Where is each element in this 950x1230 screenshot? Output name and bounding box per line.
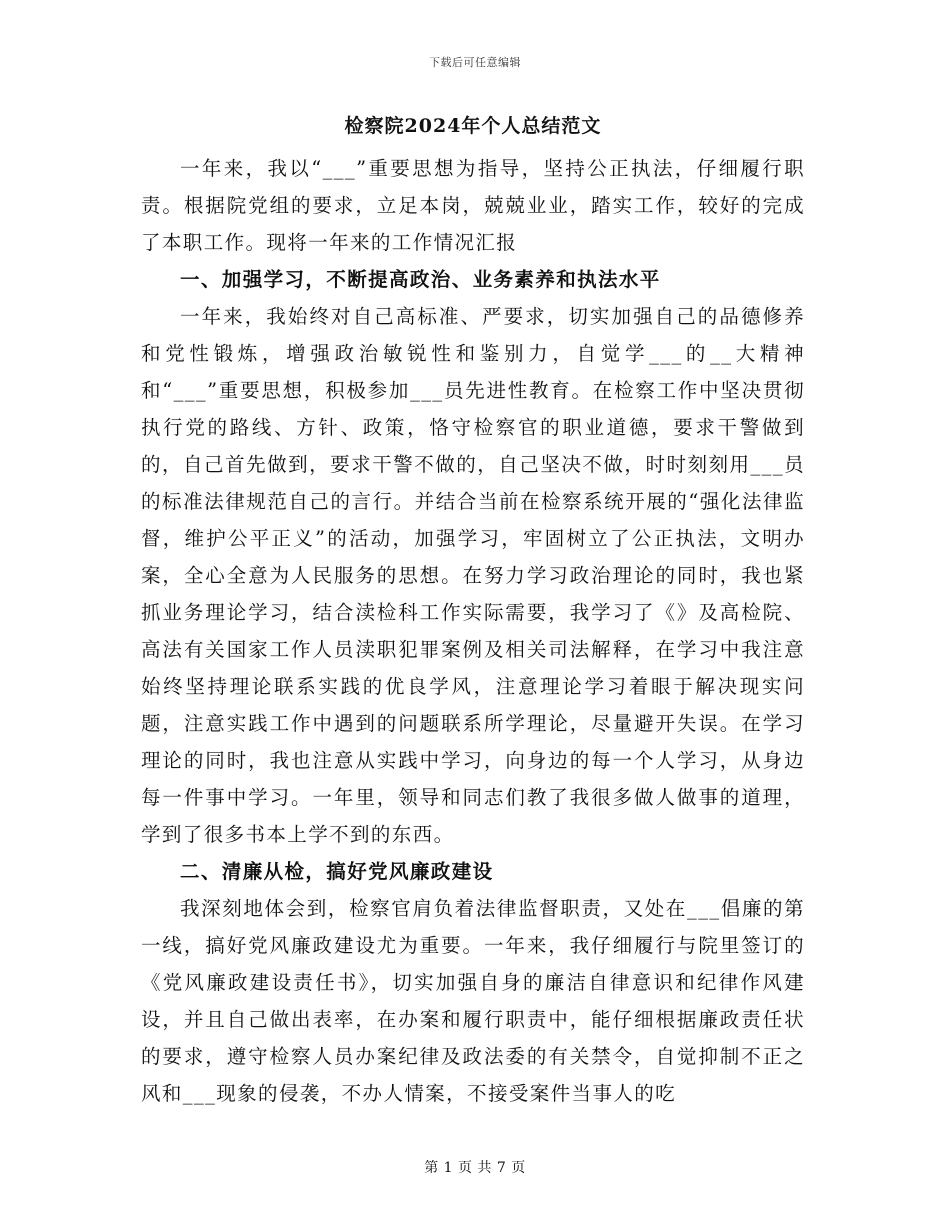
section-1 (141, 261, 805, 853)
section-heading: 一、加强学习，不断提高政治、业务素养和执法水平 (180, 268, 661, 291)
section-paragraph: 一年来，我始终对自己高标准、严要求，切实加强自己的品德修养和党性锻炼，增强政治敏锐性和鉴别力，自觉学___的__大精神和“___”重要思想，积极参加___员先进性教育。在检察工作中坚决贯彻执行党的路线、方针、政策，恪守检察官的职业道德，要求干警做到的，自己首先做到，要求干警不做的，自己坚决不做，时时刻刻用___员的标准法律规范自己的言行。并结合当前在检察系统开展的“强化法律监督，维护公平正义”的活动，加强学习，牢固树立了公正执法，文明办案，全心全意为人民服务的思想。在努力学习政治理论的同时，我也紧抓业务理论学习，结合渎检科工作实际需要，我学习了《》及高检院、高法有关国家工作人员渎职犯罪案例及相关司法解释，在学习中我注意始终坚持理论联系实践的优良学风，注意理论学习着眼于解决现实问题，注意实践工作中遇到的问题联系所学理论，尽量避开失误。在学习理论的同时，我也注意从实践中学习，向身边的每一个人学习，从身边每一件事中学习。一年里，领导和同志们教了我很多做人做事的道理，学到了很多书本上学不到的东西。 (141, 305, 805, 846)
section-heading: 二、清廉从检，搞好党风廉政建设 (180, 860, 494, 883)
document-body (141, 108, 805, 1112)
document-title: 检察院2024年个人总结范文 (344, 115, 602, 137)
section-paragraph: 我深刻地体会到，检察官肩负着法律监督职责，又处在___倡廉的第一线，搞好党风廉政建设尤为重要。一年来，我仔细履行与院里签订的《党风廉政建设责任书》，切实加强自身的廉洁自律意识和纪律作风建设，并且自己做出表率，在办案和履行职责中，能仔细根据廉政责任状的要求，遵守检察人员办案纪律及政法委的有关禁令，自觉抑制不正之风和___现象的侵袭，不办人情案，不接受案件当事人的吃 (141, 897, 805, 1105)
section-2 (141, 853, 805, 1112)
header-note: 下载后可任意编辑 (429, 56, 521, 69)
intro-paragraph: 一年来，我以“___”重要思想为指导，坚持公正执法，仔细履行职责。根据院党组的要求，立足本岗，兢兢业业，踏实工作，较好的完成了本职工作。现将一年来的工作情况汇报 (141, 157, 805, 254)
page-indicator: 第 1 页 共 7 页 (424, 1160, 526, 1176)
